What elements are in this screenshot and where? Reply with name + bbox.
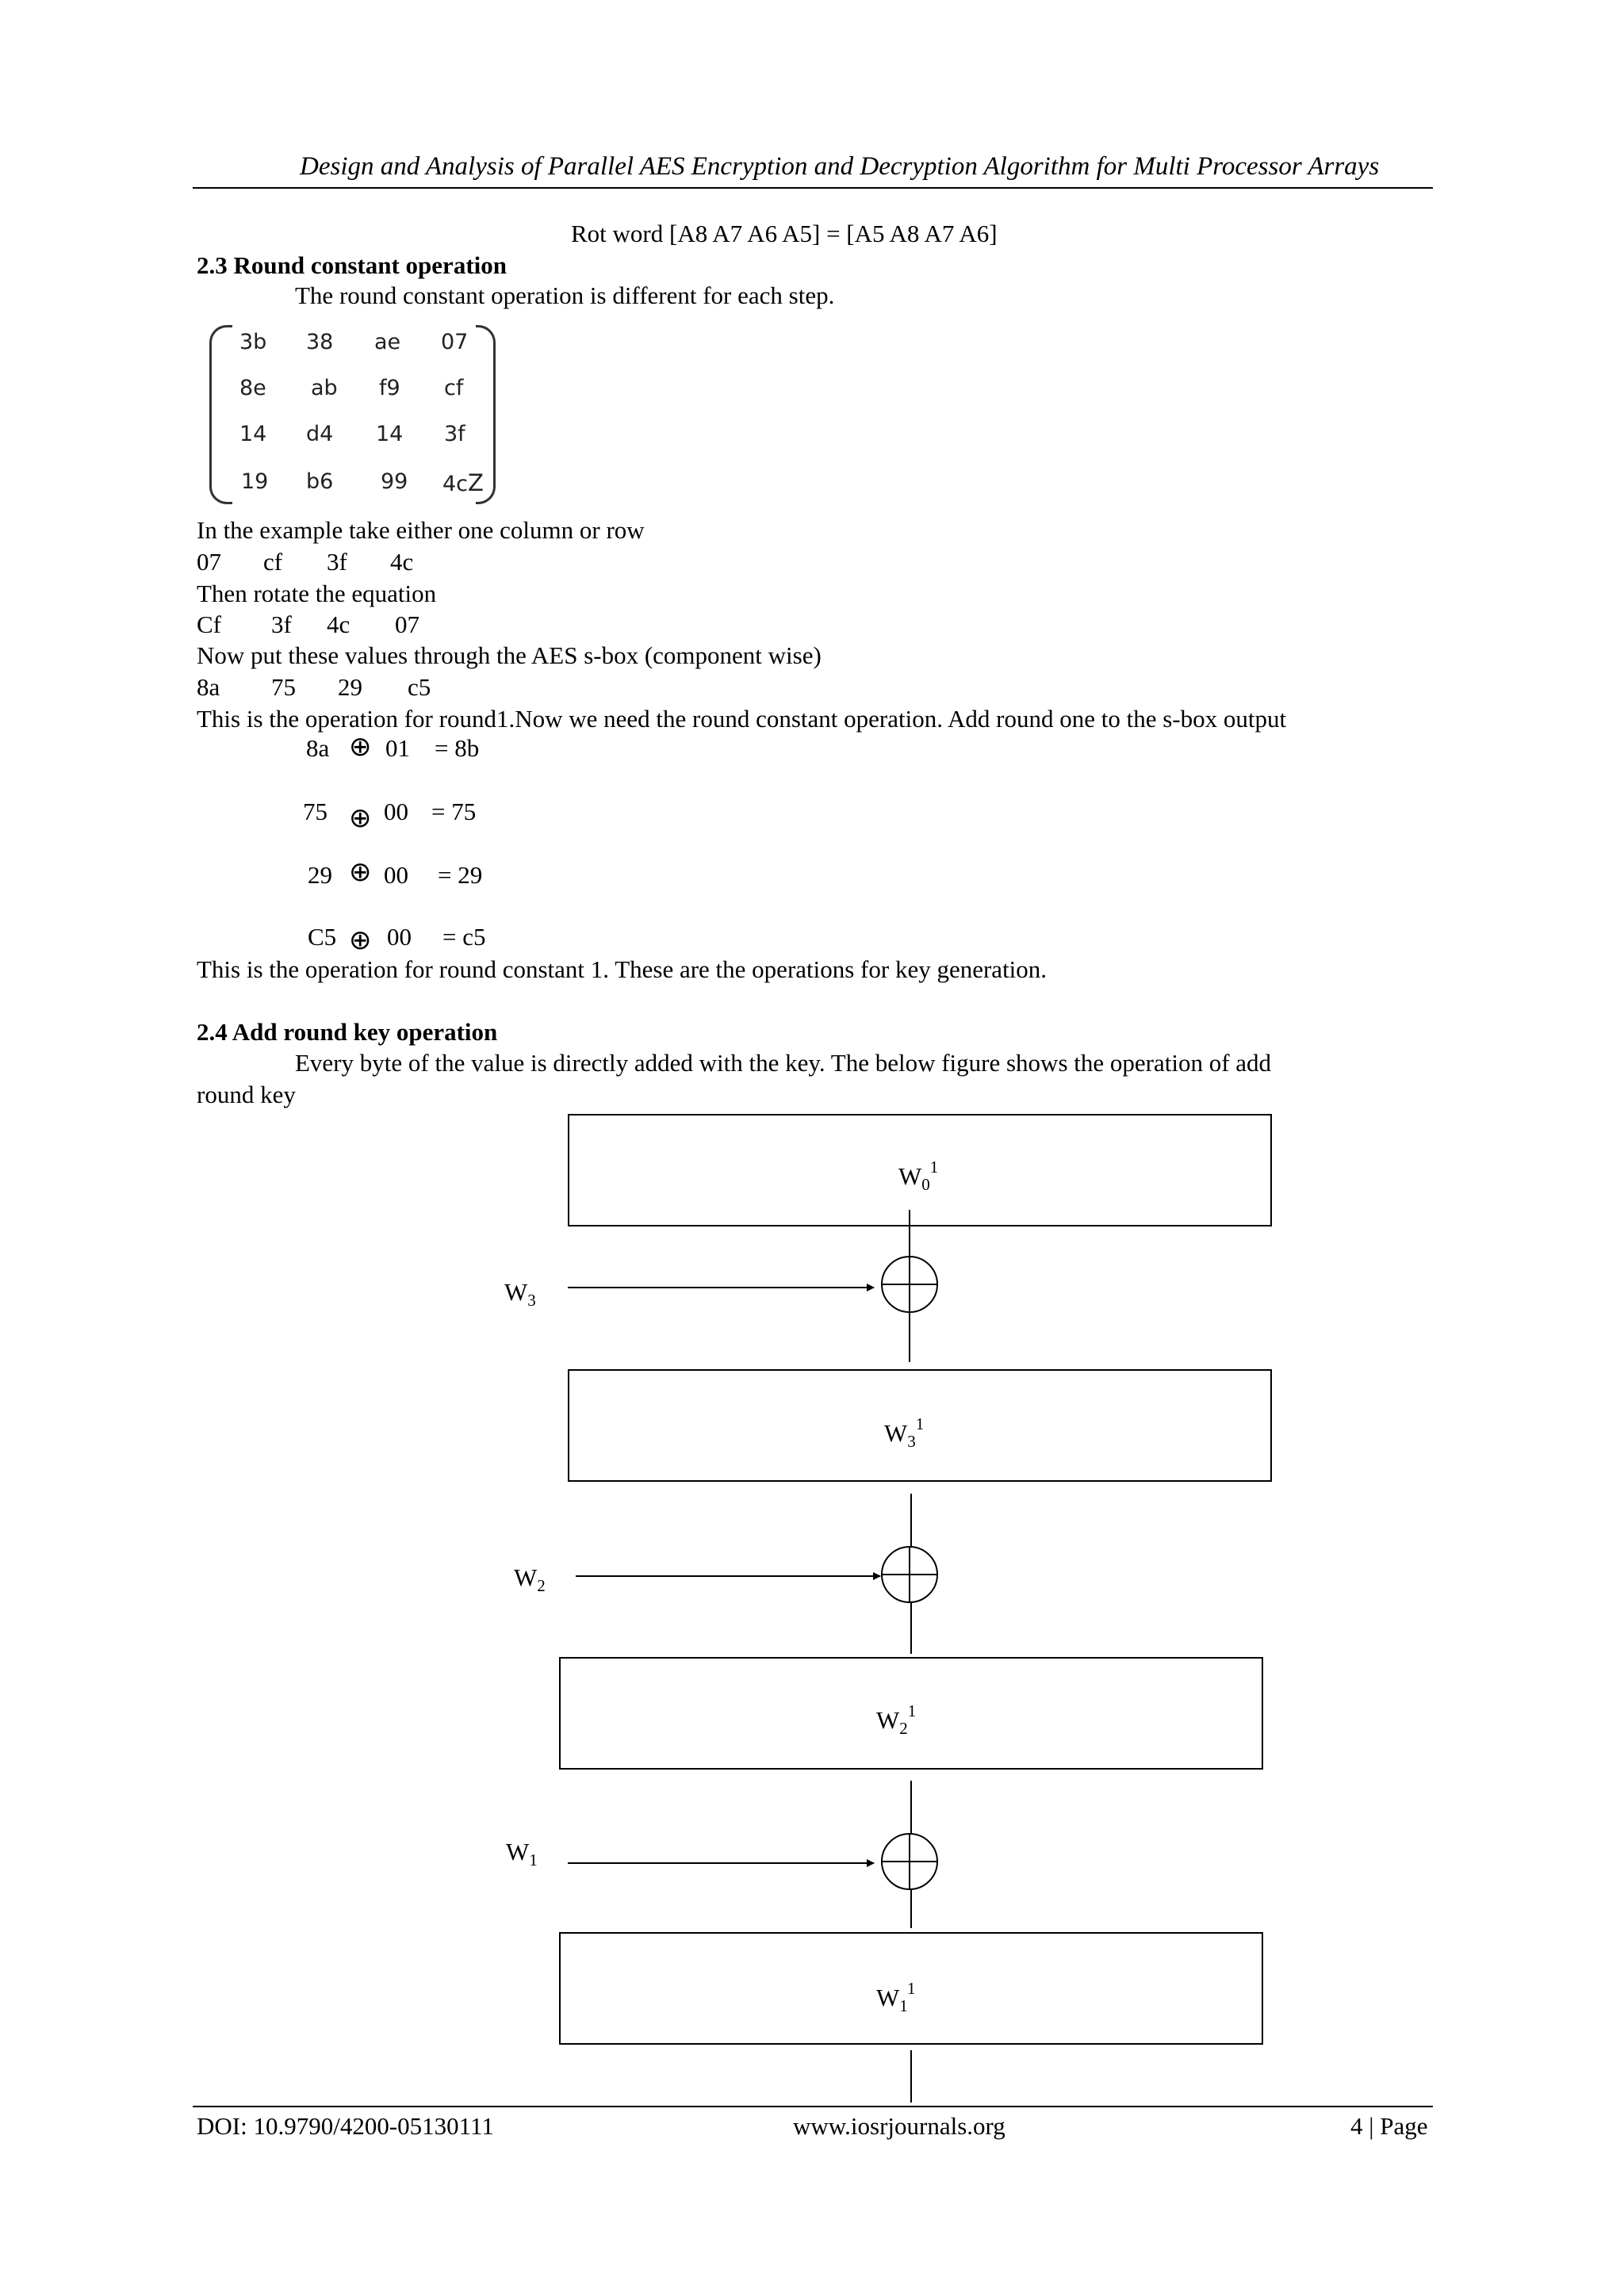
- matrix-cell: 3b: [239, 330, 267, 354]
- box-label-w0: $W_0^1$: [898, 1158, 939, 1194]
- input-label-w1: $W_1$: [506, 1838, 538, 1869]
- paragraph: This is the operation for round1.Now we need the round constant operation. Add round one to the s-box output: [197, 705, 1287, 733]
- section-heading-2-3: 2.3 Round constant operation: [197, 251, 507, 279]
- paragraph: This is the operation for round constant 1. These are the operations for key generation.: [197, 955, 1048, 983]
- value-row: 8a 75 29 c5: [197, 673, 431, 701]
- matrix-cell: ab: [311, 376, 338, 400]
- paragraph: Now put these values through the AES s-box (component wise): [197, 641, 822, 669]
- matrix-cell: ae: [374, 330, 401, 354]
- xor-node-3: [882, 1834, 937, 1889]
- matrix-cell: 3f: [444, 422, 465, 446]
- box-label-w1: $W_1^1$: [876, 1979, 916, 2015]
- paragraph: In the example take either one column or row: [197, 516, 645, 544]
- matrix-cell: f9: [379, 376, 400, 400]
- paragraph: Then rotate the equation: [197, 580, 437, 607]
- matrix-cell: 38: [306, 330, 334, 354]
- xor-icon: ⊕: [349, 856, 372, 888]
- xor-equation: 75 ⊕ 00 = 75: [303, 798, 477, 834]
- matrix-cell: 99: [381, 469, 408, 494]
- box-label-w3: $W_3^1$: [884, 1414, 925, 1451]
- matrix-cell: 4cZ: [442, 469, 484, 496]
- matrix-cell: d4: [306, 422, 334, 446]
- xor-icon: ⊕: [349, 802, 372, 834]
- running-header: Design and Analysis of Parallel AES Encryption and Decryption Algorithm for Multi Processor Arrays: [300, 152, 1380, 181]
- section-heading-2-4: 2.4 Add round key operation: [197, 1018, 498, 1046]
- value-row: 07 cf 3f 4c: [197, 548, 414, 576]
- section-2-3-intro: The round constant operation is different for each step.: [295, 281, 835, 309]
- value-row: Cf 3f 4c 07: [197, 610, 419, 638]
- xor-node-2: [882, 1547, 937, 1602]
- footer-doi: DOI: 10.9790/4200-05130111: [197, 2112, 494, 2140]
- footer-page-number: 4 | Page: [1350, 2112, 1428, 2140]
- matrix-cell: cf: [444, 376, 464, 400]
- matrix-cell: 14: [239, 422, 267, 446]
- footer-site: www.iosrjournals.org: [793, 2112, 1005, 2140]
- box-label-w2: $W_2^1$: [876, 1701, 917, 1738]
- xor-equation: 29 ⊕ 00 = 29: [308, 856, 483, 889]
- xor-equation: C5 ⊕ 00 = c5: [308, 923, 486, 956]
- matrix-cell: b6: [306, 469, 334, 494]
- input-label-w3: $W_3$: [504, 1278, 536, 1310]
- matrix-cell: 14: [376, 422, 404, 446]
- xor-node-1: [882, 1257, 937, 1312]
- input-label-w2: $W_2$: [514, 1563, 546, 1595]
- section-2-4-intro: Every byte of the value is directly added with the key. The below figure shows the operation of add: [295, 1049, 1272, 1077]
- rot-word-line: Rot word [A8 A7 A6 A5] = [A5 A8 A7 A6]: [571, 220, 998, 247]
- matrix-cell: 19: [241, 469, 269, 494]
- footer-rule: [193, 2106, 1433, 2107]
- xor-icon: ⊕: [349, 924, 372, 956]
- matrix-cell: 07: [441, 330, 469, 354]
- xor-equation: 8a ⊕ 01 = 8b: [306, 731, 480, 763]
- xor-icon: ⊕: [349, 731, 372, 763]
- matrix-cell: 8e: [239, 376, 266, 400]
- section-2-4-intro-cont: round key: [197, 1081, 296, 1108]
